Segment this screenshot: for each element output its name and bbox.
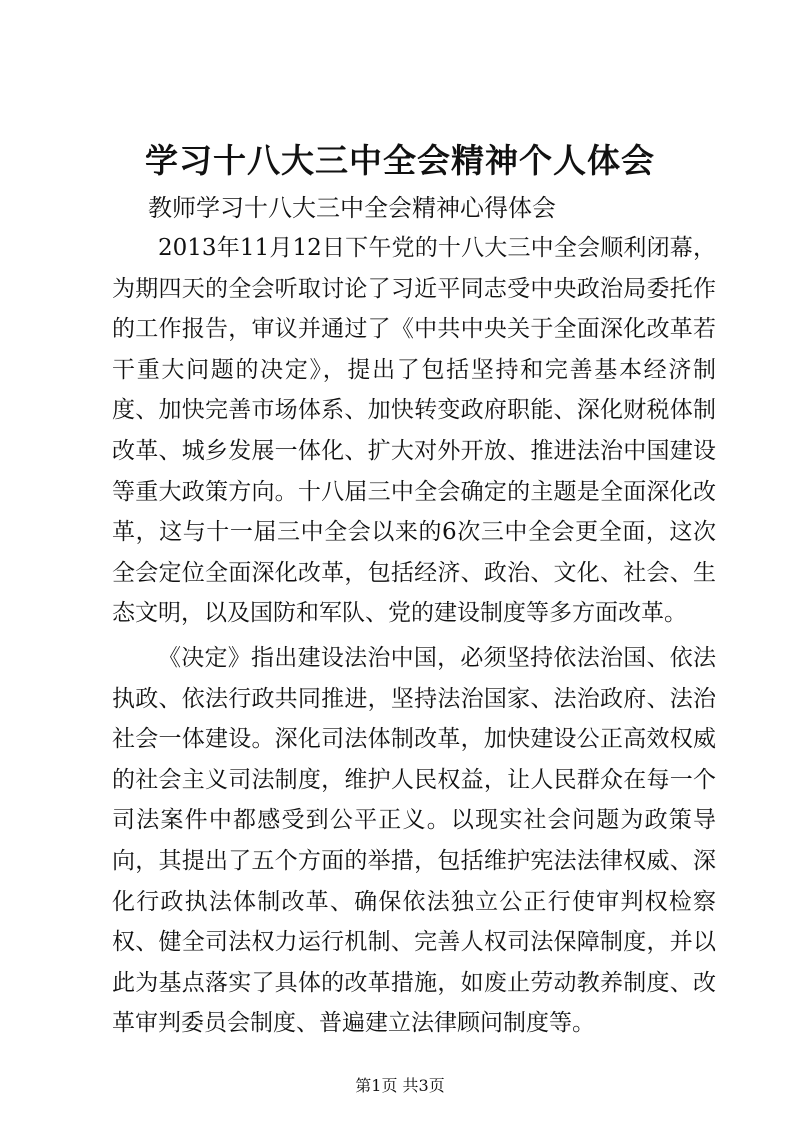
- paragraph-1: 2013年11月12日下午党的十八大三中全会顺利闭幕，为期四天的全会听取讨论了习近平同志受中央政治局委托作的工作报告，审议并通过了《中共中央关于全面深化改革若干重大问题的决定》，提出了包括坚持和完善基本经济制度、加快完善市场体系、加快转变政府职能、深化财税体制改革、城乡发展一体化、扩大对外开放、推进法治中国建设等重大政策方向。十八届三中全会确定的主题是全面深化改革，这与十一届三中全会以来的6次三中全会更全面，这次全会定位全面深化改革，包括经济、政治、文化、社会、生态文明，以及国防和军队、党的建设制度等多方面改革。: [112, 235, 716, 627]
- paragraph-2: 《决定》指出建设法治中国，必须坚持依法治国、依法执政、依法行政共同推进，坚持法治国家、法治政府、法治社会一体建设。深化司法体制改革，加快建设公正高效权威的社会主义司法制度，维护人民权益，让人民群众在每一个司法案件中都感受到公平正义。以现实社会问题为政策导向，其提出了五个方面的举措，包括维护宪法法律权威、深化行政执法体制改革、确保依法独立公正行使审判权检察权、健全司法权力运行机制、完善人权司法保障制度，并以此为基点落实了具体的改革措施，如废止劳动教养制度、改革审判委员会制度、普遍建立法律顾问制度等。: [112, 644, 716, 1037]
- document-subtitle: 教师学习十八大三中全会精神心得体会: [148, 194, 556, 222]
- document-title: 学习十八大三中全会精神个人体会: [145, 141, 655, 180]
- page-footer: 第1页 共3页: [355, 1076, 445, 1095]
- document-body: [112, 228, 716, 1044]
